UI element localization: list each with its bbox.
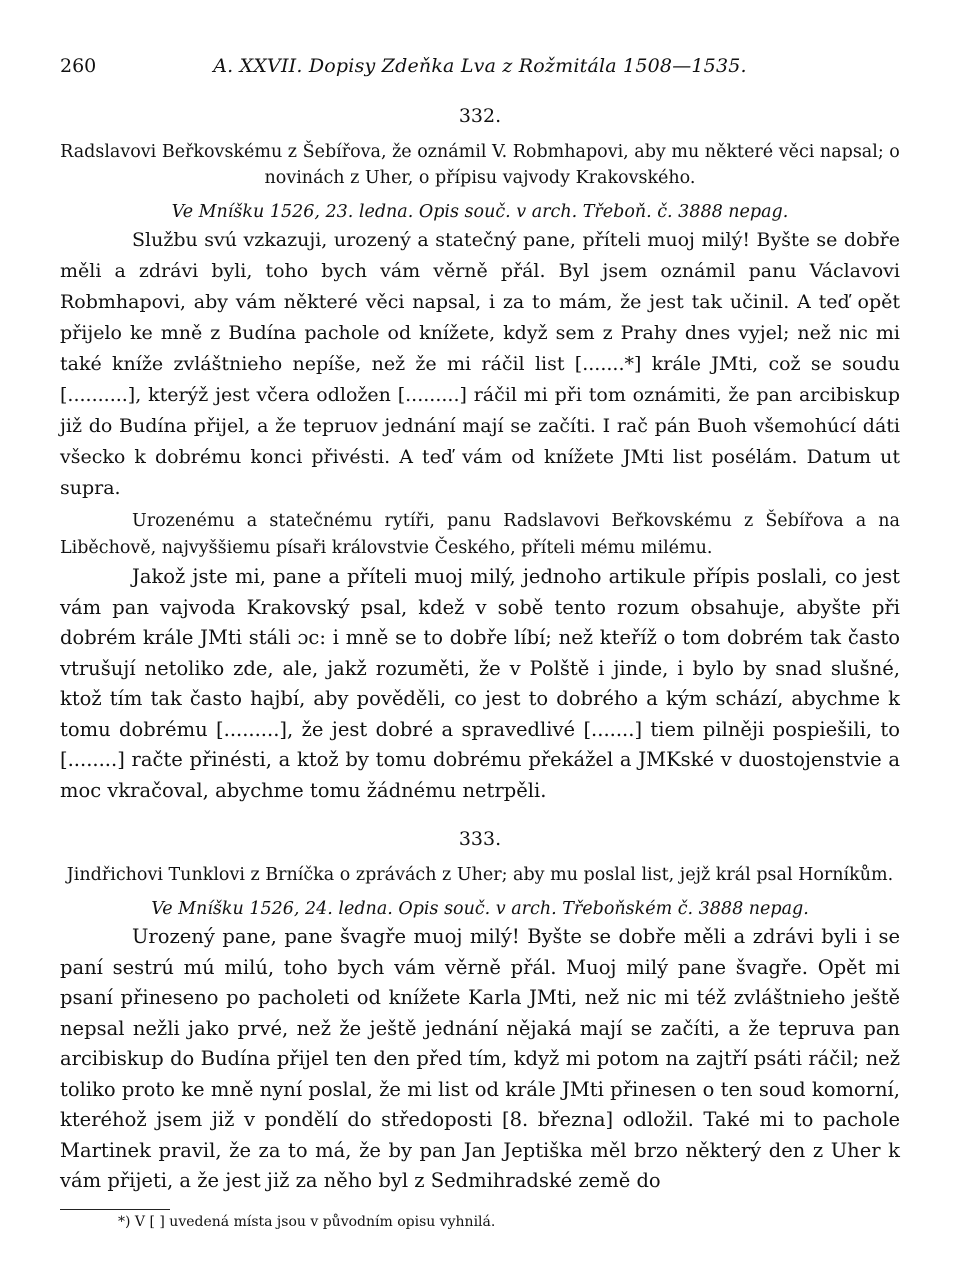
running-title: A. XXVII. Dopisy Zdeňka Lva z Rožmitála 1508—1535.	[213, 55, 747, 77]
letter-body	[60, 922, 900, 1197]
letter-paragraph: Urozený pane, pane švagře muoj milý! Byšte se dobře měli a zdrávi byli i se paní sestrú mú milú, toho bych vám věrně přál. Muoj milý pane švagře. Opět mi psaní přineseno po pacholeti od knížete Karla JMti, než nic mi též zvláštnieho ještě nepsal nežli jako prvé, než že ještě jednání nějaká mají se začíti, a že tepruva pan arcibiskup do Budína přijel ten den před tím, když mi potom na zajtří psáti ráčil; než toliko proto ke mně nyní poslal, že mi list od krále JMti přinesen o ten soud komorní, kteréhož jsem již v pondělí do středoposti [8. března] odložil. Také mi to pachole Martinek pravil, že za to má, že by pan Jan Jeptiška měl brzo některý den z Uher k vám přijeti, a že jest již za něho byl z Sedmihradské země do	[60, 925, 900, 1192]
letter-address: Urozenému a statečnému rytíři, panu Radslavovi Beřkovskému z Šebířova a na Liběchově, najvyššiemu písaři královstvie Českého, příteli mému milému.	[60, 511, 900, 558]
footnote: *) V [ ] uvedená místa jsou v původním opisu vyhnilá.	[118, 1213, 496, 1230]
letter-source: Ve Mníšku 1526, 24. ledna. Opis souč. v arch. Třeboňském č. 3888 nepag.	[151, 899, 809, 919]
attachment-paragraph: Jakož jste mi, pane a příteli muoj milý, jednoho artikule přípis poslali, co jest vám pan vajvoda Krakovský psal, kdež v sobě tento rozum obsahuje, abyšte při dobrém krále JMti stáli ɔc: i mně se to dobře líbí; než kteříž o tom dobrém tak často vtrušují netoliko zde, ale, jakž rozuměti, že v Polště i jinde, i bylo by snad slušné, ktož tím tak často hajbí, aby pověděli, co jest to dobrého a kým schází, abychme k tomu dobrému [.........], že jest dobré a spravedlivé [.......] tiem pilněji pospiešili, to [........] račte přinésti, a ktož by tomu dobrému překážel a JMKské v duostojenstvie a moc vkračoval, abychme tomu žádnému netrpěli.	[60, 565, 900, 802]
letter-summary: Radslavovi Beřkovskému z Šebířova, že oznámil V. Robmhapovi, aby mu některé věci napsal; o novinách z Uher, o přípisu vajvody Krakovského.	[60, 142, 900, 188]
footnote-divider	[60, 1209, 170, 1210]
page-number: 260	[60, 55, 97, 77]
letter-number: 332.	[458, 105, 502, 127]
letter-number: 333.	[458, 828, 502, 850]
attachment-body	[60, 562, 900, 806]
page-header	[60, 55, 900, 85]
letter-body	[60, 225, 900, 504]
letter-summary: Jindřichovi Tunklovi z Brníčka o zprávách z Uher; aby mu poslal list, jejž král psal Horníkům.	[66, 865, 894, 885]
document-page	[60, 55, 900, 1230]
letter-source: Ve Mníšku 1526, 23. ledna. Opis souč. v arch. Třeboň. č. 3888 nepag.	[171, 202, 789, 222]
letter-paragraph: Službu svú vzkazuji, urozený a statečný pane, příteli muoj milý! Byšte se dobře měli a zdrávi byli, toho bych vám věrně přál. Byl jsem oznámil panu Václavovi Robmhapovi, aby vám některé věci napsal, i za to mám, že jest tak učinil. A teď opět přijelo ke mně z Budína pachole od knížete, když sem z Prahy dnes vyjel; než nic mi také kníže zvláštnieho nepíše, než že mi ráčil list [.......*] krále JMti, což se soudu [..........], kterýž jest včera odložen [.........] ráčil mi při tom oznámiti, že pan arcibiskup již do Budína přijel, a že tepruov jednání mají se začíti. I rač pán Buoh všemohúcí dáti všecko k dobrému konci přivésti. A teď vám od knížete JMti list posélám. Datum ut supra.	[60, 229, 900, 499]
